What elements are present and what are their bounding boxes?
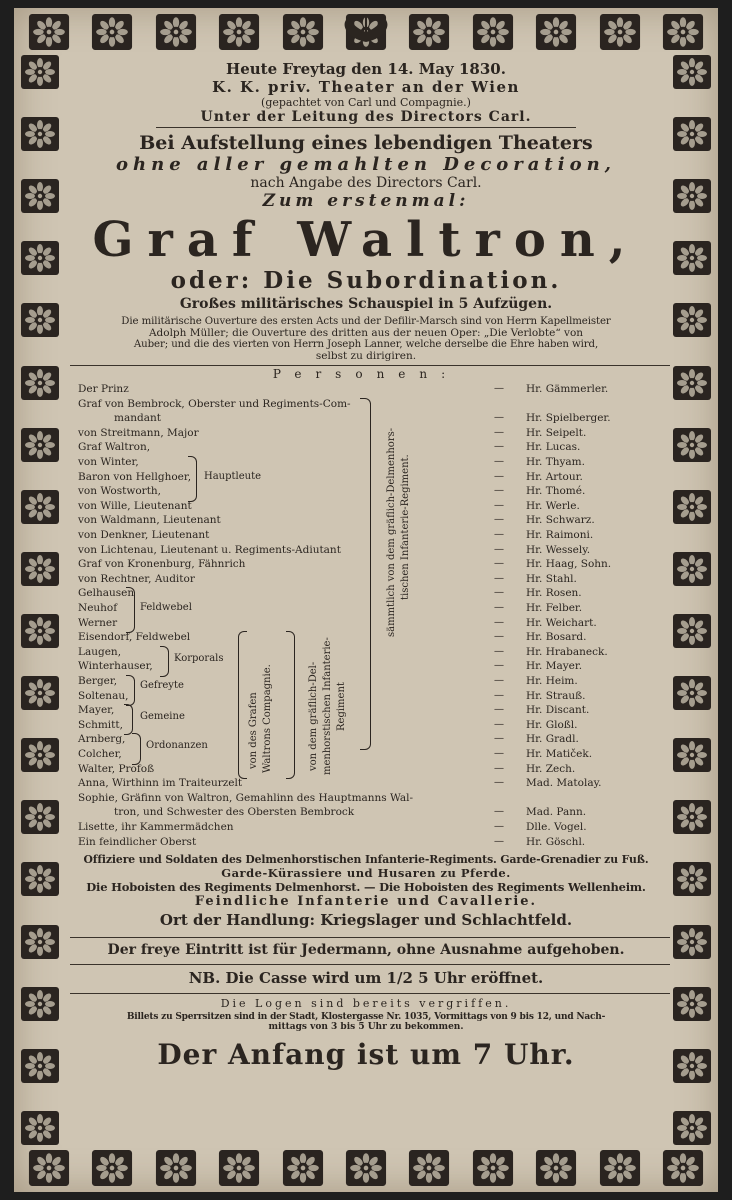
box-office-note: NB. Die Casse wird um 1/2 5 Uhr eröffnet. bbox=[188, 969, 544, 987]
cast-actor: Hr. Lucas. bbox=[526, 441, 581, 454]
leader-dash: — bbox=[494, 675, 504, 686]
leader-dash: — bbox=[494, 645, 504, 657]
group-label: Ordonanzen bbox=[146, 740, 208, 752]
cast-role: Neuhof bbox=[78, 602, 118, 614]
cast-actor: Hr. Weichart. bbox=[526, 616, 597, 629]
cast-role: Ein feindlicher Oberst bbox=[78, 835, 197, 848]
border-bottom bbox=[22, 1146, 710, 1190]
music-line-3: Auber; und die des vierten von Herrn Joseph Lanner, welche derselbe die Ehre haben wird, bbox=[133, 339, 599, 350]
regiment-brace bbox=[360, 398, 371, 750]
music-line-4: selbst zu dirigiren. bbox=[315, 350, 417, 362]
direction-line: Unter der Leitung des Directors Carl. bbox=[200, 109, 532, 125]
cast-actor: Mad. Matolay. bbox=[526, 777, 602, 790]
leader-dash: — bbox=[494, 426, 504, 438]
cast-actor: Hr. Matiček. bbox=[526, 748, 593, 760]
cast-role: Anna, Wirthinn im Traiteurzelt bbox=[78, 777, 243, 790]
leader-dash: — bbox=[494, 718, 504, 730]
regiment2-brace bbox=[286, 631, 295, 779]
cast-actor: Hr. Strauß. bbox=[526, 689, 586, 702]
rosette-ornament-icon bbox=[276, 1149, 330, 1187]
group-label: Hauptleute bbox=[204, 470, 262, 482]
rosette-ornament-icon bbox=[529, 13, 583, 51]
cast-role: Werner bbox=[78, 616, 118, 629]
cast-role: von Wostworth, bbox=[78, 485, 162, 498]
cast-role: Laugen, bbox=[78, 645, 122, 658]
rosette-ornament-icon bbox=[672, 986, 712, 1022]
cast-actor: Hr. Raimoni. bbox=[526, 529, 594, 541]
cast-role: Eisendorf, Feldwebel bbox=[78, 631, 191, 644]
rosette-ornament-icon bbox=[672, 240, 712, 276]
group-label: menhorstischen Infanterie- bbox=[322, 637, 333, 776]
cast-actor: Hr. Gradl. bbox=[526, 733, 579, 746]
cast-role: von Winter, bbox=[78, 456, 139, 468]
cast-list bbox=[70, 381, 662, 851]
cast-actor: Hr. Felber. bbox=[526, 602, 583, 614]
cast-actor: Hr. Haag, Sohn. bbox=[526, 558, 612, 571]
cast-role: Lisette, ihr Kammermädchen bbox=[78, 821, 234, 833]
rosette-ornament-icon bbox=[672, 178, 712, 214]
extras-line-4: Feindliche Infanterie und Cavallerie. bbox=[194, 894, 538, 909]
cast-role: Graf Waltron, bbox=[78, 441, 151, 454]
leader-dash: — bbox=[494, 499, 504, 511]
rosette-ornament-icon bbox=[85, 1149, 139, 1187]
group-brace bbox=[126, 675, 135, 706]
sold-out-note: Die Logen sind bereits vergriffen. bbox=[220, 997, 512, 1010]
leader-dash: — bbox=[494, 748, 504, 759]
leader-dash: — bbox=[494, 806, 504, 818]
cast-role: von Rechtner, Auditor bbox=[78, 572, 195, 585]
divider bbox=[70, 964, 670, 965]
rosette-ornament-icon bbox=[672, 613, 712, 649]
rosette-ornament-icon bbox=[672, 675, 712, 711]
cast-actor: Hr. Heim. bbox=[526, 675, 578, 687]
location-line: Ort der Handlung: Kriegslager und Schlachtfeld. bbox=[159, 911, 573, 929]
cast-actor: Hr. Göschl. bbox=[526, 835, 586, 848]
rosette-ornament-icon bbox=[672, 1048, 712, 1084]
rosette-ornament-icon bbox=[20, 613, 60, 649]
cast-actor: Hr. Rosen. bbox=[526, 587, 582, 600]
rosette-ornament-icon bbox=[466, 13, 520, 51]
rosette-ornament-icon bbox=[672, 1110, 712, 1146]
rosette-ornament-icon bbox=[20, 986, 60, 1022]
group-label: Gefreyte bbox=[140, 680, 184, 691]
cast-role: Graf von Bembrock, Oberster und Regiments-Com- bbox=[78, 397, 351, 410]
cast-role: Walter, Profoß bbox=[78, 762, 155, 775]
rosette-ornament-icon bbox=[672, 116, 712, 152]
announce-line-4: Zum erstenmal: bbox=[262, 191, 470, 211]
play-title: Graf Waltron, bbox=[92, 212, 640, 268]
cast-role: Der Prinz bbox=[78, 383, 129, 395]
cast-actor: Hr. Gloßl. bbox=[526, 718, 578, 731]
cast-actor: Hr. Thomé. bbox=[526, 485, 586, 498]
rosette-ornament-icon bbox=[276, 13, 330, 51]
leader-dash: — bbox=[494, 777, 504, 789]
cast-role: Berger, bbox=[78, 675, 118, 687]
play-genre: Großes militärisches Schauspiel in 5 Aufzügen. bbox=[179, 296, 553, 312]
rosette-ornament-icon bbox=[672, 54, 712, 90]
cast-role: mandant bbox=[114, 412, 161, 425]
rosette-ornament-icon bbox=[20, 116, 60, 152]
playbill-content bbox=[70, 58, 662, 1152]
leader-dash: — bbox=[494, 631, 504, 643]
entry-notice: Der freye Eintritt ist für Jedermann, ohne Ausnahme aufgehoben. bbox=[107, 942, 625, 958]
cast-actor: Hr. Gämmerler. bbox=[526, 383, 609, 395]
cast-actor: Hr. Spielberger. bbox=[526, 412, 611, 425]
rosette-ornament-icon bbox=[20, 1048, 60, 1084]
cast-role: Sophie, Gräfinn von Waltron, Gemahlinn des Hauptmanns Wal- bbox=[78, 791, 414, 804]
leader-dash: — bbox=[494, 456, 504, 467]
cast-actor: Dlle. Vogel. bbox=[526, 821, 587, 833]
cast-actor: Hr. Wessely. bbox=[526, 543, 591, 556]
rosette-ornament-icon bbox=[85, 13, 139, 51]
start-time: Der Anfang ist um 7 Uhr. bbox=[157, 1038, 575, 1071]
leader-dash: — bbox=[494, 383, 504, 394]
leader-dash: — bbox=[494, 529, 504, 540]
cast-heading: Personen: bbox=[272, 367, 460, 381]
rosette-ornament-icon bbox=[20, 427, 60, 463]
group-label: von dem gräflich-Del- bbox=[308, 661, 319, 772]
rosette-ornament-icon bbox=[672, 489, 712, 525]
cast-role: Soltenau, bbox=[78, 689, 129, 702]
leader-dash: — bbox=[494, 660, 504, 672]
announce-line-3: nach Angabe des Directors Carl. bbox=[250, 175, 482, 191]
cast-actor: Hr. Zech. bbox=[526, 762, 576, 775]
cast-actor: Hr. Artour. bbox=[526, 470, 583, 483]
cast-role: Winterhauser, bbox=[78, 660, 153, 673]
rosette-ornament-icon bbox=[656, 1149, 710, 1187]
rosette-ornament-icon bbox=[672, 427, 712, 463]
rosette-ornament-icon bbox=[593, 1149, 647, 1187]
group-brace bbox=[132, 733, 141, 764]
rosette-ornament-icon bbox=[402, 13, 456, 51]
rosette-ornament-icon bbox=[672, 861, 712, 897]
date-line: Heute Freytag den 14. May 1830. bbox=[226, 60, 506, 78]
rosette-ornament-icon bbox=[672, 924, 712, 960]
rosette-ornament-icon bbox=[672, 551, 712, 587]
group-brace bbox=[124, 704, 133, 735]
group-label: Feldwebel bbox=[140, 602, 192, 613]
rosette-ornament-icon bbox=[212, 1149, 266, 1187]
music-line-2: Adolph Müller; die Ouverture des dritten aus der neuen Oper: „Die Verlobte“ von bbox=[148, 327, 584, 339]
cast-actor: Hr. Stahl. bbox=[526, 572, 577, 585]
playbill-sheet bbox=[14, 8, 718, 1192]
rosette-ornament-icon bbox=[20, 737, 60, 773]
rosette-ornament-icon bbox=[22, 1149, 76, 1187]
leader-dash: — bbox=[494, 689, 504, 701]
rosette-ornament-icon bbox=[20, 54, 60, 90]
rosette-ornament-icon bbox=[20, 861, 60, 897]
company-brace bbox=[238, 631, 247, 779]
rosette-ornament-icon bbox=[20, 178, 60, 214]
cast-role: tron, und Schwester des Obersten Bembrock bbox=[114, 806, 355, 819]
extras-line-3: Die Hoboisten des Regiments Delmenhorst. — Die Hoboisten des Regiments Wellenheim. bbox=[86, 880, 646, 894]
leader-dash: — bbox=[494, 485, 504, 497]
divider bbox=[156, 127, 576, 128]
group-brace bbox=[160, 646, 169, 677]
group-brace bbox=[126, 587, 135, 633]
cast-role: von Wille, Lieutenant bbox=[78, 499, 192, 512]
rosette-ornament-icon bbox=[20, 924, 60, 960]
divider bbox=[70, 937, 670, 938]
rosette-ornament-icon bbox=[672, 365, 712, 401]
group-brace bbox=[188, 456, 197, 502]
rosette-ornament-icon bbox=[672, 799, 712, 835]
cast-role: von Waldmann, Lieutenant bbox=[78, 514, 221, 527]
cast-actor: Hr. Bosard. bbox=[526, 631, 587, 644]
rosette-ornament-icon bbox=[402, 1149, 456, 1187]
cast-role: von Streitmann, Major bbox=[78, 426, 199, 439]
play-subtitle: oder: Die Subordination. bbox=[170, 267, 562, 294]
border-left bbox=[18, 54, 62, 1146]
rosette-ornament-icon bbox=[212, 13, 266, 51]
rosette-ornament-icon bbox=[22, 13, 76, 51]
leader-dash: — bbox=[494, 835, 504, 847]
rosette-ornament-icon bbox=[20, 240, 60, 276]
leader-dash: — bbox=[494, 470, 504, 482]
announce-line-1: Bei Aufstellung eines lebendigen Theaters bbox=[139, 132, 593, 154]
leader-dash: — bbox=[494, 602, 504, 613]
rosette-ornament-icon bbox=[672, 302, 712, 338]
cast-role: von Lichtenau, Lieutenant u. Regiments-Adiutant bbox=[78, 543, 341, 556]
cast-actor: Hr. Thyam. bbox=[526, 456, 585, 468]
leader-dash: — bbox=[494, 514, 504, 526]
rosette-ornament-icon bbox=[20, 365, 60, 401]
cast-role: von Denkner, Lieutenant bbox=[78, 529, 210, 541]
group-label: tischen Infanterie-Regiment. bbox=[400, 454, 411, 600]
border-right bbox=[670, 54, 714, 1146]
rosette-ornament-icon bbox=[593, 13, 647, 51]
rosette-ornament-icon bbox=[149, 13, 203, 51]
rosette-ornament-icon bbox=[672, 737, 712, 773]
rosette-ornament-icon bbox=[466, 1149, 520, 1187]
cast-role: Schmitt, bbox=[78, 718, 123, 731]
leader-dash: — bbox=[494, 412, 504, 424]
cast-actor: Hr. Werle. bbox=[526, 499, 580, 512]
divider bbox=[70, 993, 670, 994]
cast-actor: Hr. Mayer. bbox=[526, 660, 583, 673]
rosette-ornament-icon bbox=[20, 1110, 60, 1146]
rosette-ornament-icon bbox=[20, 799, 60, 835]
extras-line-2: Garde-Kürassiere und Husaren zu Pferde. bbox=[221, 866, 511, 880]
cast-role: Graf von Kronenburg, Fähnrich bbox=[78, 558, 246, 571]
leader-dash: — bbox=[494, 733, 504, 745]
leader-dash: — bbox=[494, 543, 504, 555]
cast-actor: Hr. Discant. bbox=[526, 704, 590, 717]
cast-role: Mayer, bbox=[78, 704, 115, 717]
cast-actor: Hr. Schwarz. bbox=[526, 514, 595, 527]
tickets-line-1: Billets zu Sperrsitzen sind in der Stadt, Klostergasse Nr. 1035, Vormittags von 9 bis 12, und Nach- bbox=[126, 1012, 606, 1022]
rosette-ornament-icon bbox=[20, 551, 60, 587]
leader-dash: — bbox=[494, 558, 504, 570]
cast-role: Arnberg, bbox=[78, 733, 126, 746]
leader-dash: — bbox=[494, 616, 504, 628]
theater-name: K. K. priv. Theater an der Wien bbox=[212, 78, 520, 96]
leader-dash: — bbox=[494, 821, 504, 832]
divider bbox=[70, 365, 670, 366]
announce-line-2: ohne aller gemahlten Decoration, bbox=[116, 154, 616, 175]
cast-actor: Mad. Pann. bbox=[526, 806, 587, 819]
cast-role: Gelhausen bbox=[78, 587, 135, 600]
group-label: von des Grafen bbox=[248, 692, 259, 770]
group-label: Gemeine bbox=[140, 711, 185, 723]
group-label: Regiment bbox=[336, 682, 347, 732]
leader-dash: — bbox=[494, 441, 504, 453]
cast-actor: Hr. Seipelt. bbox=[526, 426, 587, 439]
group-label: Korporals bbox=[174, 652, 224, 664]
fleuron-icon bbox=[336, 14, 396, 44]
cast-role: Baron von Hellghoer, bbox=[78, 470, 192, 483]
rosette-ornament-icon bbox=[20, 302, 60, 338]
rosette-ornament-icon bbox=[20, 675, 60, 711]
cast-actor: Hr. Hrabaneck. bbox=[526, 645, 608, 658]
extras-line-1: Offiziere und Soldaten des Delmenhorstischen Infanterie-Regiments. Garde-Grenadier zu Fuß. bbox=[83, 853, 649, 866]
rosette-ornament-icon bbox=[529, 1149, 583, 1187]
rosette-ornament-icon bbox=[20, 489, 60, 525]
leader-dash: — bbox=[494, 762, 504, 774]
tickets-line-2: mittags von 3 bis 5 Uhr zu bekommen. bbox=[268, 1022, 464, 1032]
group-label: sämmtlich von dem gräflich-Delmenhors- bbox=[386, 427, 397, 637]
music-line-1: Die militärische Ouverture des ersten Acts und der Defilir-Marsch sind von Herrn Kapellmeister bbox=[121, 316, 611, 327]
rosette-ornament-icon bbox=[149, 1149, 203, 1187]
rosette-ornament-icon bbox=[339, 1149, 393, 1187]
rosette-ornament-icon bbox=[656, 13, 710, 51]
lease-note: (gepachtet von Carl und Compagnie.) bbox=[261, 96, 471, 109]
cast-role: Colcher, bbox=[78, 748, 122, 760]
leader-dash: — bbox=[494, 704, 504, 716]
leader-dash: — bbox=[494, 572, 504, 584]
group-label: Waltrons Compagnie. bbox=[262, 664, 273, 774]
leader-dash: — bbox=[494, 587, 504, 599]
